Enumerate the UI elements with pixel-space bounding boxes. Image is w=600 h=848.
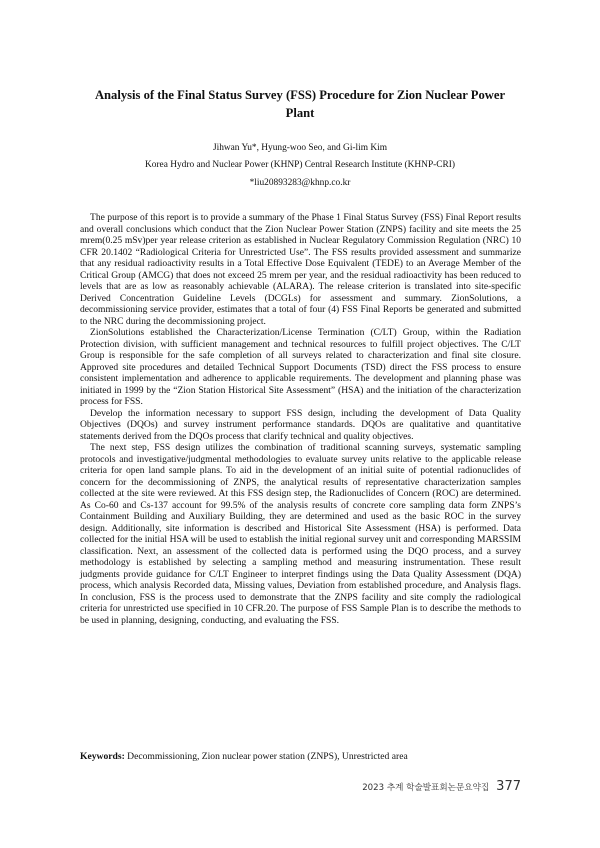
paragraph-4: The next step, FSS design utilizes the combination of traditional scanning surveys, systematic sampling protocols and investigative/judgmental methodologies to evaluate survey units relative to the applicable release criteria for open land sample plans. To aid in the development of an initial suite of potential radionuclides of concern for the decommissioning of ZNPS, the analytical results of representative characterization samples collected at the site were reviewed. At this FSS design step, the Radionuclides of Concern (ROC) are determined. As Co-60 and Cs-137 account for 99.5% of the analysis results of concrete core sampling data form ZNPS’s Containment Building and Auxiliary Building, they are determined and used as the basic ROC in the survey design. Additionally, site information is described and Historical Site Assessment (HSA) is performed. Data collected for the initial HSA will be used to establish the initial regional survey unit and corresponding MARSSIM classification. Next, an assessment of the collected data is performed using the DQO process, and a survey methodology is established by selecting a sampling method and measuring instrumentation. These result judgments provide guidance for C/LT Engineer to interpret findings using the Data Quality Assessment (DQA) process, which analysis Recorded data, Missing values, Deviation from established procedure, and Analysis flags. In conclusion, FSS is the process used to demonstrate that the ZNPS facility and site comply the radiological criteria for unrestricted use specified in 10 CFR.20. The purpose of FSS Sample Plan is to describe the methods to be used in planning, designing, conducting, and evaluating the FSS. — [80, 442, 521, 626]
paragraph-3: Develop the information necessary to support FSS design, including the development of Data Quality Objectives (DQOs) and survey instrument performance standards. DQOs are qualitative and quantitative statements derived from the DQOs process that clarify technical and quality objectives. — [80, 407, 521, 442]
conference-name: 2023 추계 학술발표회논문요약집 — [362, 783, 490, 793]
page-number: 377 — [496, 779, 521, 794]
author-list: Jihwan Yu*, Hyung-woo Seo, and Gi-lim Kim — [212, 143, 388, 153]
corresponding-email: *liu20893283@khnp.co.kr — [249, 178, 351, 188]
keywords-label: Keywords: — [80, 751, 125, 762]
paragraph-2: ZionSolutions established the Characterization/License Termination (C/LT) Group, within the Radiation Protection division, with sufficient management and technical resources to fulfill project objectives. The C/LT Group is responsible for the safe completion of all surveys related to characterization and final site closure. Approved site procedures and detailed Technical Support Documents (TSD) direct the FSS process to ensure consistent implementation and adherence to applicable requirements. The development and planning phase was initiated in 1999 by the “Zion Station Historical Site Assessment” (HSA) and the initiation of the characterization process for FSS. — [80, 327, 521, 407]
affiliation: Korea Hydro and Nuclear Power (KHNP) Central Research Institute (KHNP-CRI) — [144, 160, 456, 170]
keywords-line — [80, 751, 521, 763]
keywords-text: Decommissioning, Zion nuclear power station (ZNPS), Unrestricted area — [127, 751, 408, 762]
page-footer — [362, 779, 521, 797]
paragraph-1: The purpose of this report is to provide a summary of the Phase 1 Final Status Survey (FSS) Final Report results and overall conclusions which conduct that the Zion Nuclear Power Station (ZNPS) facility and site meets the 25 mrem(0.25 mSv)per year release criterion as established in Nuclear Regulatory Commission Regulation (NRC) 10 CFR 20.1402 “Radiological Criteria for Unrestricted Use”. The FSS results provided assessment and summarize that any residual radioactivity results in a Total Effective Dose Equivalent (TEDE) to an Average Member of the Critical Group (AMCG) that does not exceed 25 mrem per year, and the residual radioactivity has been reduced to levels that are as low as reasonably achievable (ALARA). The release criterion is translated into site-specific Derived Concentration Guideline Levels (DCGLs) for assessment and summary. ZionSolutions, a decommissioning service provider, estimates that a total of four (4) FSS Final Reports be generated and submitted to the NRC during the decommissioning project. — [80, 212, 521, 327]
abstract-body — [80, 212, 521, 626]
paper-title: Analysis of the Final Status Survey (FSS) Procedure for Zion Nuclear Power Plant — [94, 88, 506, 120]
